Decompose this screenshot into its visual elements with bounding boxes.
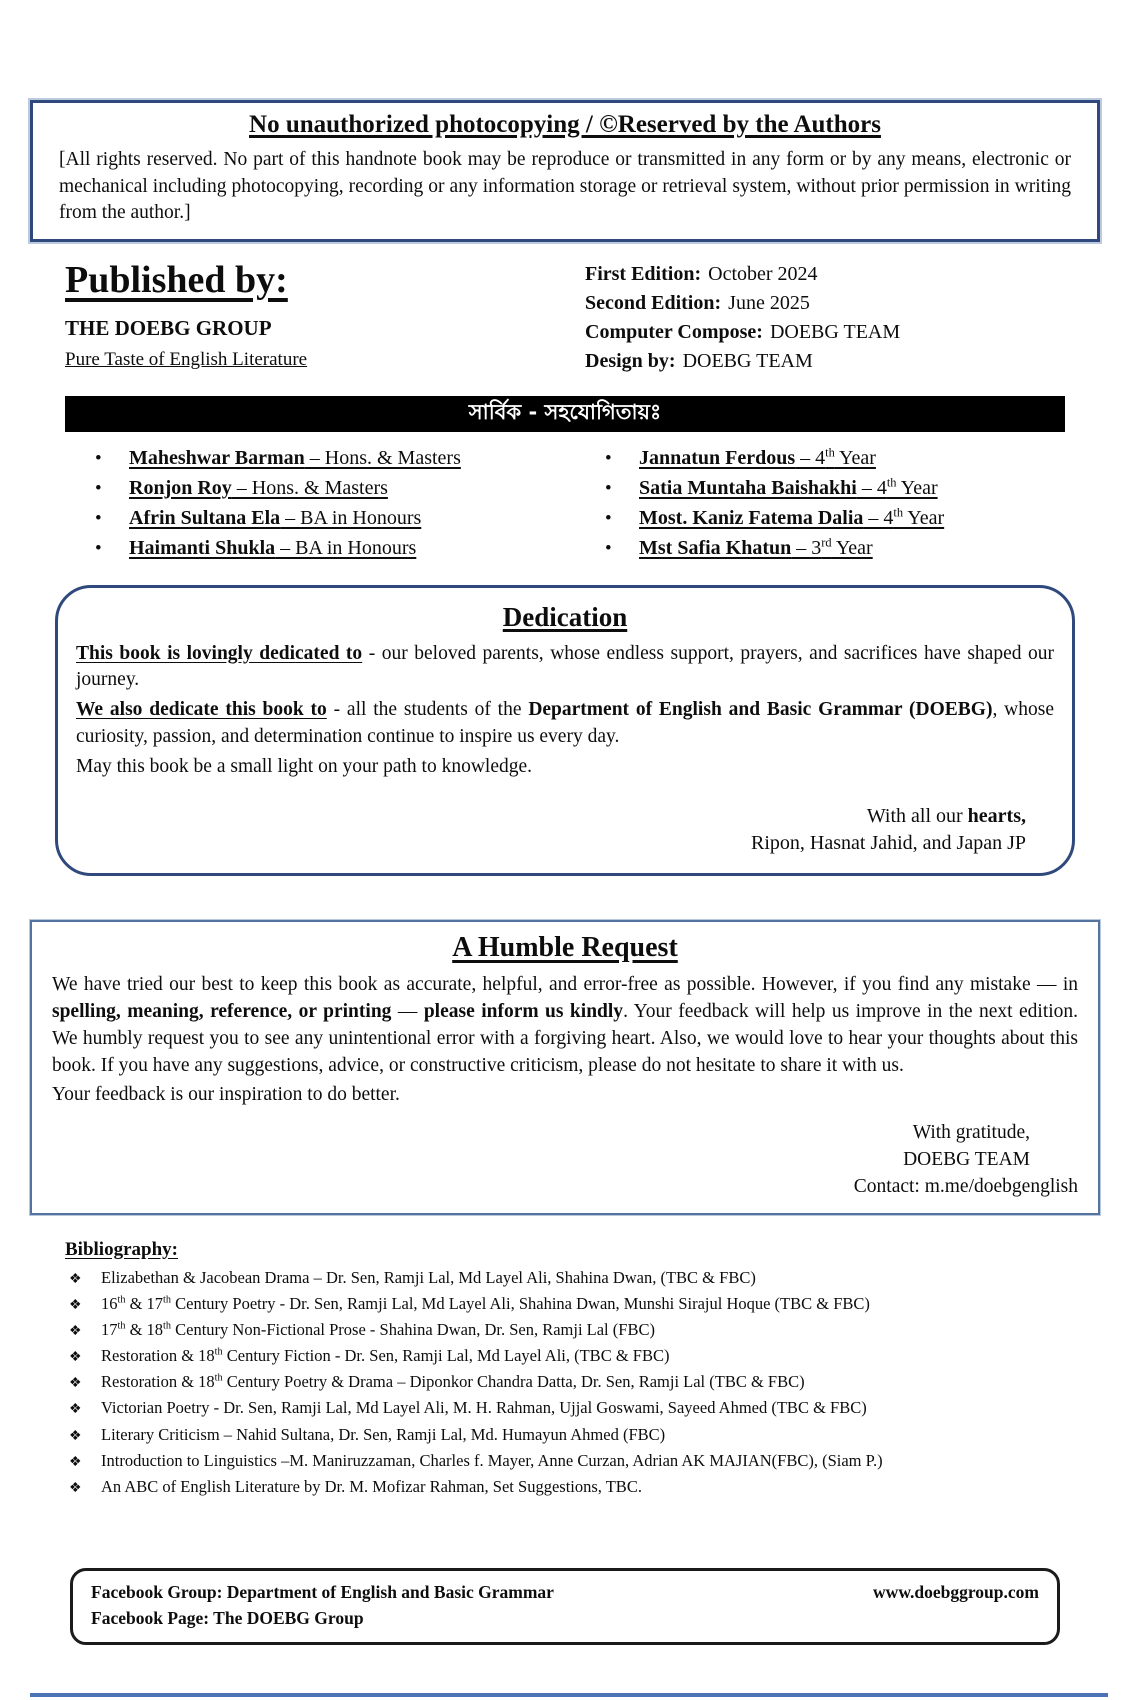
humble-request-line-2: Your feedback is our inspiration to do better. — [52, 1083, 400, 1105]
diamond-bullet-icon: ❖ — [69, 1428, 82, 1444]
dot-bullet-icon: • — [95, 507, 102, 529]
list-item-text: Satia Muntaha Baishakhi – 4th Year — [639, 474, 938, 499]
copyright-body: [All rights reserved. No part of this handnote book may be reproduce or transmitted in any form or by any means, electronic or mechanical including photocopying, recording or any information storage or retrieval system, without prior permission in writing from the author.] — [59, 149, 1071, 224]
edition-info-block — [585, 258, 1100, 376]
bibliography-item — [65, 1319, 1065, 1341]
publisher-name: THE DOEBG GROUP — [65, 315, 272, 340]
dedication-title: Dedication — [502, 601, 628, 632]
bibliography-list — [65, 1267, 1065, 1499]
edition-row — [585, 289, 1100, 318]
dot-bullet-icon: • — [605, 447, 612, 469]
list-item-text: Maheshwar Barman – Hons. & Masters — [129, 446, 461, 469]
bibliography-section — [65, 1239, 1065, 1499]
humble-text-2: — — [391, 1000, 424, 1022]
contributor-item — [605, 474, 1065, 500]
list-item-text: Afrin Sultana Ela – BA in Honours — [129, 506, 422, 529]
contributors-section — [95, 440, 1065, 567]
edition-value: DOEBG TEAM — [682, 349, 813, 372]
humble-request-title: A Humble Request — [452, 932, 678, 964]
dedication-paragraph-1 — [76, 641, 1054, 695]
footer-facebook-page: Facebook Page: The DOEBG Group — [91, 1608, 364, 1629]
diamond-bullet-icon: ❖ — [69, 1454, 82, 1470]
diamond-bullet-icon: ❖ — [69, 1271, 82, 1287]
contributors-banner: সার্বিক - সহযোগিতায়ঃ — [65, 396, 1065, 432]
bibliography-item — [65, 1345, 1065, 1367]
list-item-text: Restoration & 18th Century Fiction - Dr. Sen, Ramji Lal, Md Layel Ali, (TBC & FBC) — [101, 1346, 670, 1366]
dedication-sign-line-2: Ripon, Hasnat Jahid, and Japan JP — [751, 832, 1026, 855]
bibliography-item — [65, 1267, 1065, 1289]
dot-bullet-icon: • — [605, 507, 612, 529]
list-item-text: Introduction to Linguistics –M. Maniruzzaman, Charles f. Mayer, Anne Curzan, Adrian AK MAJIAN(FBC), (Siam P.) — [101, 1450, 883, 1470]
document-page — [0, 100, 1130, 1700]
publisher-tagline: Pure Taste of English Literature — [65, 348, 308, 370]
humble-text-1: We have tried our best to keep this book as accurate, helpful, and error-free as possible. However, if you find any mistake — in — [52, 974, 1078, 996]
edition-row — [585, 318, 1100, 347]
bibliography-item — [65, 1476, 1065, 1498]
dedication-lead-1: This book is lovingly dedicated to — [76, 642, 363, 664]
dot-bullet-icon: • — [95, 447, 102, 469]
contributor-item — [95, 537, 605, 560]
list-item-text: Mst Safia Khatun – 3rd Year — [639, 534, 873, 559]
humble-bold-2: please inform us kindly — [423, 1000, 624, 1022]
dedication-text-2a: - all the students of the — [326, 699, 529, 721]
list-item-text: Elizabethan & Jacobean Drama – Dr. Sen, Ramji Lal, Md Layel Ali, Shahina Dwan, (TBC & FBC) — [101, 1267, 756, 1287]
footer-facebook-group: Facebook Group: Department of English and Basic Grammar — [91, 1582, 554, 1603]
list-item-text: Victorian Poetry - Dr. Sen, Ramji Lal, Md Layel Ali, M. H. Rahman, Ujjal Goswami, Sayeed Ahmed (TBC & FBC) — [101, 1398, 867, 1418]
humble-request-paragraph — [52, 972, 1078, 1080]
dedication-sign-bold: hearts, — [967, 805, 1026, 828]
humble-request-box — [30, 920, 1100, 1214]
dedication-department-bold: Department of English and Basic Grammar (DOEBG) — [528, 699, 993, 721]
list-item-text: 16th & 17th Century Poetry - Dr. Sen, Ramji Lal, Md Layel Ali, Shahina Dwan, Munshi Sirajul Hoque (TBC & FBC) — [101, 1293, 870, 1313]
dedication-text-1: - our beloved parents, whose endless support, prayers, and sacrifices have shaped our journey. — [76, 642, 1054, 691]
publisher-block — [65, 258, 585, 376]
dedication-paragraph-2 — [76, 697, 1054, 751]
contributors-left-column — [95, 440, 605, 567]
bibliography-item — [65, 1450, 1065, 1472]
footer-website: www.doebggroup.com — [873, 1582, 1039, 1603]
dot-bullet-icon: • — [95, 477, 102, 499]
contributor-item — [95, 477, 605, 500]
dedication-lead-2: We also dedicate this book to — [76, 699, 327, 721]
diamond-bullet-icon: ❖ — [69, 1323, 82, 1339]
list-item-text: Jannatun Ferdous – 4th Year — [639, 444, 876, 469]
bibliography-item — [65, 1371, 1065, 1393]
footer-facebook-block — [91, 1579, 554, 1632]
dot-bullet-icon: • — [95, 537, 102, 559]
dedication-box — [55, 585, 1075, 877]
bibliography-item — [65, 1424, 1065, 1446]
bibliography-item — [65, 1397, 1065, 1419]
copyright-title: No unauthorized photocopying / ©Reserved by the Authors — [249, 111, 881, 138]
diamond-bullet-icon: ❖ — [69, 1297, 82, 1313]
bottom-blue-rule — [30, 1693, 1108, 1697]
contributors-right-list — [605, 444, 1065, 560]
dot-bullet-icon: • — [605, 537, 612, 559]
dedication-sign-normal: With all our — [866, 805, 968, 828]
contributors-left-list — [95, 447, 605, 560]
contributor-item — [605, 444, 1065, 470]
humble-sign-contact: Contact: m.me/doebgenglish — [853, 1176, 1078, 1198]
list-item-text: Most. Kaniz Fatema Dalia – 4th Year — [639, 504, 945, 529]
humble-text-3: . Your feedback will help us improve in the next edition. We humbly request you to see any unintentional error with a forgiving heart. Also, we would love to hear your thoughts about this book. If you have any suggestions, advice, or constructive criticism, please do not hesitate to share it with us. — [52, 1000, 1079, 1076]
list-item-text: 17th & 18th Century Non-Fictional Prose - Shahina Dwan, Dr. Sen, Ramji Lal (FBC) — [101, 1319, 655, 1339]
edition-label: Design by: — [585, 349, 676, 372]
dedication-text-2b: , whose curiosity, passion, and determination continue to inspire us every day. — [76, 699, 1054, 748]
list-item-text: Restoration & 18th Century Poetry & Drama – Diponkor Chandra Datta, Dr. Sen, Ramji Lal (TBC & FBC) — [101, 1372, 805, 1392]
dedication-sign-line-1 — [76, 803, 1026, 830]
contributor-item — [605, 504, 1065, 530]
humble-bold-1: spelling, meaning, reference, or printing — [52, 1000, 392, 1022]
edition-label: Second Edition: — [585, 291, 722, 314]
bibliography-item — [65, 1293, 1065, 1315]
copyright-notice-box — [30, 100, 1100, 242]
diamond-bullet-icon: ❖ — [69, 1376, 82, 1392]
dot-bullet-icon: • — [605, 477, 612, 499]
edition-value: June 2025 — [728, 291, 810, 314]
diamond-bullet-icon: ❖ — [69, 1481, 82, 1496]
edition-label: First Edition: — [585, 262, 702, 285]
edition-row — [585, 260, 1100, 289]
diamond-bullet-icon: ❖ — [69, 1402, 82, 1418]
list-item-text: Literary Criticism – Nahid Sultana, Dr. Sen, Ramji Lal, Md. Humayun Ahmed (FBC) — [101, 1424, 666, 1444]
diamond-bullet-icon: ❖ — [69, 1350, 82, 1366]
list-item-text: Haimanti Shukla – BA in Honours — [129, 536, 417, 559]
dedication-paragraph-3: May this book be a small light on your path to knowledge. — [76, 756, 533, 778]
edition-row — [585, 347, 1100, 376]
contributor-item — [95, 447, 605, 470]
bibliography-heading: Bibliography: — [65, 1238, 178, 1260]
list-item-text: An ABC of English Literature by Dr. M. Mofizar Rahman, Set Suggestions, TBC. — [101, 1477, 642, 1496]
humble-sign-line-2: DOEBG TEAM — [903, 1148, 1030, 1170]
dedication-signature — [76, 803, 1054, 857]
contributors-right-column — [605, 440, 1065, 567]
footer-box — [70, 1568, 1060, 1645]
humble-request-signature — [52, 1119, 1078, 1201]
contributor-item — [95, 507, 605, 530]
publisher-section — [65, 258, 1100, 376]
edition-value: October 2024 — [708, 262, 818, 285]
list-item-text: Ronjon Roy – Hons. & Masters — [129, 476, 388, 499]
published-by-heading: Published by: — [65, 258, 288, 301]
contributor-item — [605, 534, 1065, 560]
edition-label: Computer Compose: — [585, 320, 763, 343]
edition-value: DOEBG TEAM — [769, 320, 901, 343]
humble-sign-line-1: With gratitude, — [912, 1121, 1030, 1143]
